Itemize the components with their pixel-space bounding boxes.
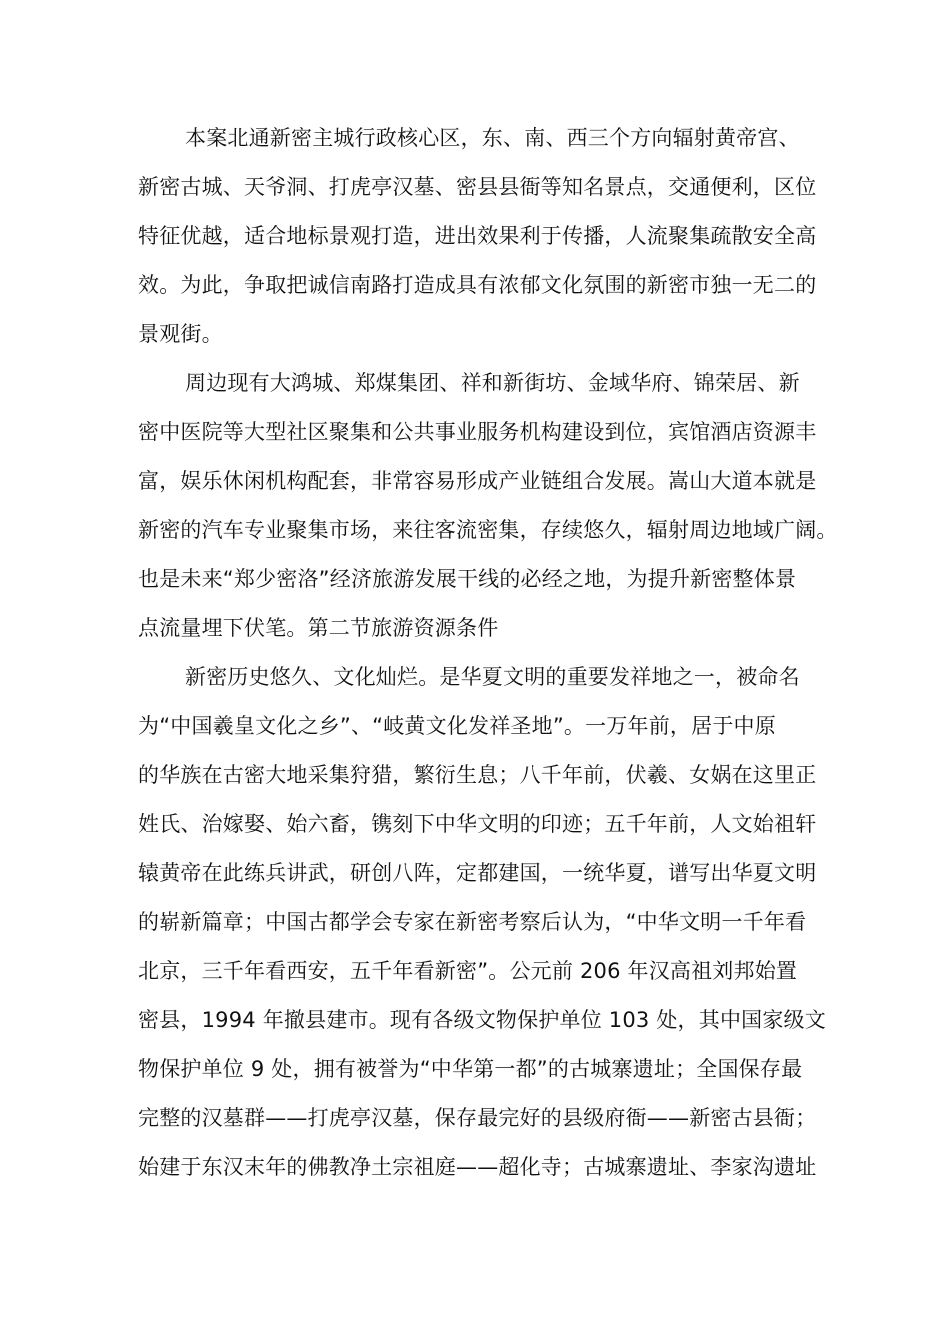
paragraph-3-line-5: 辕黄帝在此练兵讲武，研创八阵，定都建国，一统华夏，谱写出华夏文明 [138,861,817,885]
paragraph-3-line-8: 密县，1994 年撤县建市。现有各级文物保护单位 103 处，其中国家级文 [138,1008,826,1032]
paragraph-3-line-11: 始建于东汉末年的佛教净土宗祖庭——超化寺；古城寨遗址、李家沟遗址 [138,1155,817,1179]
paragraph-2-line-5: 也是未来“郑少密洛”经济旅游发展干线的必经之地，为提升新密整体景 [138,567,797,591]
paragraph-2-line-1: 周边现有大鸿城、郑煤集团、祥和新街坊、金域华府、锦荣居、新 [185,371,800,395]
paragraph-3-line-4: 姓氏、治嫁娶、始六畜，镌刻下中华文明的印迹；五千年前，人文始祖轩 [138,812,817,836]
paragraph-1-line-3: 特征优越，适合地标景观打造，进出效果利于传播，人流聚集疏散安全高 [138,224,817,248]
paragraph-1-line-5: 景观街。 [138,322,223,346]
paragraph-3-line-7: 北京，三千年看西安，五千年看新密”。公元前 206 年汉高祖刘邦始置 [138,959,798,983]
paragraph-3-line-2: 为“中国羲皇文化之乡”、“岐黄文化发祥圣地”。一万年前，居于中原 [138,714,776,738]
paragraph-1-line-4: 效。为此，争取把诚信南路打造成具有浓郁文化氛围的新密市独一无二的 [138,273,817,297]
paragraph-1-line-2: 新密古城、天爷洞、打虎亭汉墓、密县县衙等知名景点，交通便利，区位 [138,175,817,199]
paragraph-2-line-3: 富，娱乐休闲机构配套，非常容易形成产业链组合发展。嵩山大道本就是 [138,469,817,493]
paragraph-3-line-10: 完整的汉墓群——打虎亭汉墓，保存最完好的县级府衙——新密古县衙； [138,1106,817,1130]
paragraph-1-line-1: 本案北通新密主城行政核心区，东、南、西三个方向辐射黄帝宫、 [185,126,800,150]
paragraph-3-line-6: 的崭新篇章；中国古都学会专家在新密考察后认为，“中华文明一千年看 [138,910,807,934]
paragraph-2-line-2: 密中医院等大型社区聚集和公共事业服务机构建设到位，宾馆酒店资源丰 [138,420,817,444]
paragraph-2-line-4: 新密的汽车专业聚集市场，来往客流密集，存续悠久，辐射周边地域广阔。 [138,518,838,542]
paragraph-3-line-9: 物保护单位 9 处，拥有被誉为“中华第一都”的古城寨遗址；全国保存最 [138,1057,803,1081]
paragraph-3-line-1: 新密历史悠久、文化灿烂。是华夏文明的重要发祥地之一，被命名 [185,665,800,689]
paragraph-2-line-6: 点流量埋下伏笔。第二节旅游资源条件 [138,616,499,640]
paragraph-3-line-3: 的华族在古密大地采集狩猎，繁衍生息；八千年前，伏羲、女娲在这里正 [138,763,817,787]
